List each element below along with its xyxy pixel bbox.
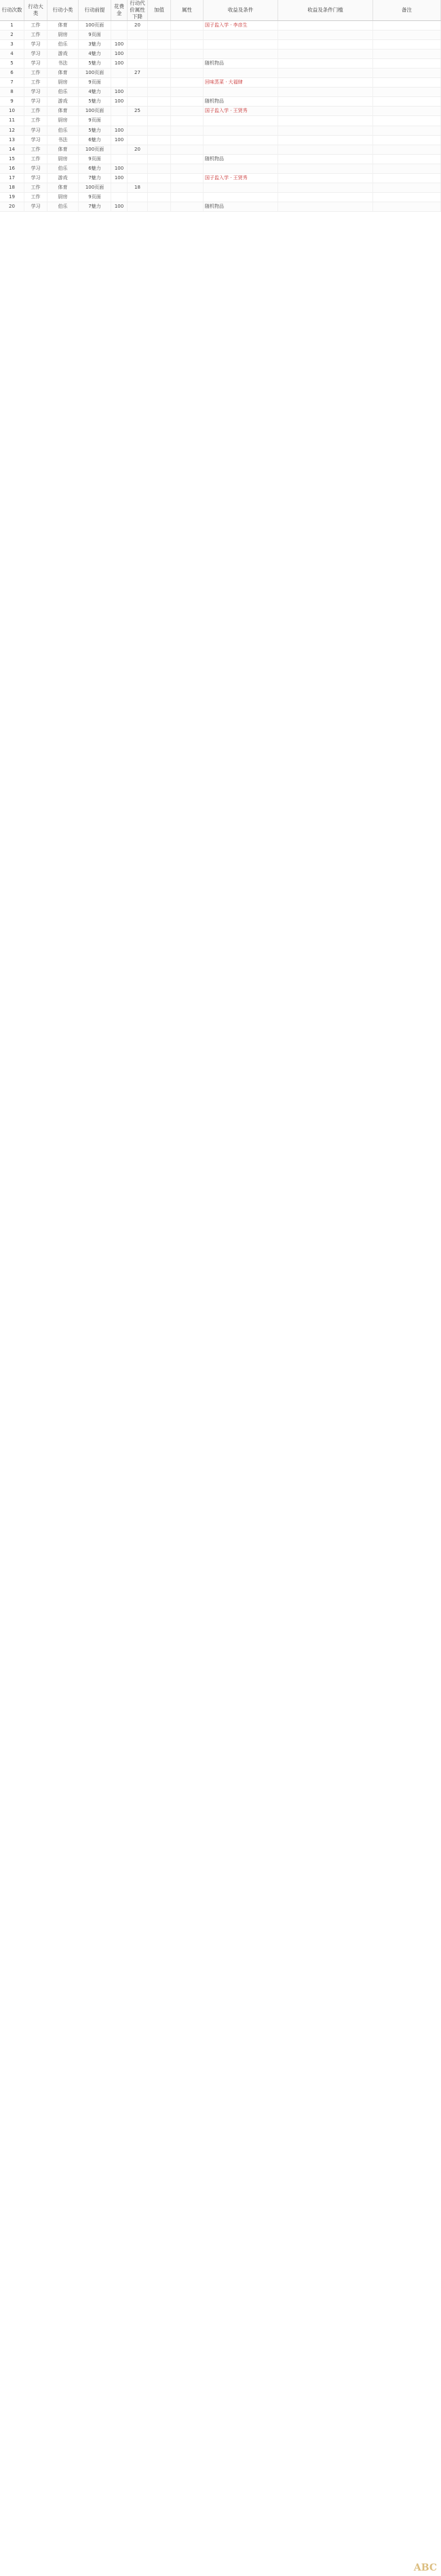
table-cell [111,78,128,87]
table-cell [278,21,373,30]
table-cell: 学习 [24,59,47,68]
table-cell [148,50,171,58]
table-cell: 3魅力 [79,40,111,49]
table-cell: 9页面 [79,31,111,39]
table-cell: 6魅力 [79,136,111,145]
table-cell: 国子监入学 · 李彦生 [204,21,278,30]
table-cell: 4魅力 [79,50,111,58]
table-row [0,126,441,136]
table-cell [111,155,128,164]
table-cell [278,183,373,192]
table-cell: 伯乐 [47,126,79,135]
table-cell [373,164,441,173]
table-cell: 17 [0,174,24,183]
table-cell [278,88,373,96]
table-cell: 100页面 [79,69,111,77]
table-cell: 9页面 [79,78,111,87]
table-cell [278,174,373,183]
table-cell: 100页面 [79,183,111,192]
table-cell: 5魅力 [79,59,111,68]
table-cell [171,183,204,192]
table-cell: 厨房 [47,31,79,39]
table-cell: 体育 [47,145,79,154]
table-cell [171,116,204,125]
table-cell: 9 [0,97,24,106]
table-cell [128,193,148,202]
table-cell [204,69,278,77]
table-cell [148,145,171,154]
table-cell: 100 [111,136,128,145]
table-cell [128,78,148,87]
table-cell [373,174,441,183]
table-cell: 11 [0,116,24,125]
table-cell [148,69,171,77]
table-cell [171,78,204,87]
table-cell [278,202,373,211]
table-cell: 2 [0,31,24,39]
table-cell [373,21,441,30]
table-cell: 学习 [24,40,47,49]
table-cell: 25 [128,107,148,115]
table-cell: 5 [0,59,24,68]
table-cell [204,31,278,39]
table-cell [148,40,171,49]
table-cell [204,193,278,202]
table-cell: 学习 [24,97,47,106]
table-row [0,155,441,164]
table-cell [111,193,128,202]
header-cell: 加值 [148,0,171,20]
table-cell [171,21,204,30]
table-row [0,193,441,202]
table-cell: 工作 [24,155,47,164]
table-cell: 体育 [47,107,79,115]
table-cell: 书法 [47,59,79,68]
table-cell [278,78,373,87]
table-row [0,202,441,212]
table-cell: 4 [0,50,24,58]
table-cell: 工作 [24,78,47,87]
header-cell: 行动小类 [47,0,79,20]
table-cell: 回味蒸菜 · 大福肆 [204,78,278,87]
table-body [0,21,441,212]
table-cell: 4魅力 [79,88,111,96]
table-cell: 国子监入学 · 王贤秀 [204,107,278,115]
table-row [0,97,441,107]
table-cell: 工作 [24,31,47,39]
table-cell: 厨房 [47,116,79,125]
table-cell [278,50,373,58]
table-row [0,21,441,31]
table-cell [373,50,441,58]
table-row [0,107,441,116]
table-cell: 7魅力 [79,174,111,183]
table-cell: 100 [111,164,128,173]
table-cell [111,145,128,154]
table-cell: 随机物品 [204,202,278,211]
table-cell [128,116,148,125]
table-cell [171,88,204,96]
table-cell [373,145,441,154]
table-row [0,183,441,193]
table-cell [171,50,204,58]
table-cell [204,50,278,58]
table-cell: 9页面 [79,155,111,164]
header-cell: 属性 [171,0,204,20]
table-cell [128,40,148,49]
table-cell [148,183,171,192]
table-cell: 12 [0,126,24,135]
table-cell: 9页面 [79,116,111,125]
table-cell: 学习 [24,126,47,135]
table-cell: 5魅力 [79,126,111,135]
table-row [0,88,441,97]
table-cell [111,69,128,77]
table-cell: 游戏 [47,50,79,58]
table-cell [373,107,441,115]
table-cell [128,202,148,211]
table-cell: 100 [111,50,128,58]
table-cell [111,116,128,125]
table-cell: 18 [128,183,148,192]
table-cell: 100 [111,40,128,49]
table-cell: 伯乐 [47,88,79,96]
table-cell: 1 [0,21,24,30]
table-cell [171,136,204,145]
table-cell [278,97,373,106]
header-cell: 花费金 [111,0,128,20]
table-cell: 8 [0,88,24,96]
table-cell [278,107,373,115]
table-cell: 学习 [24,174,47,183]
table-cell: 20 [128,145,148,154]
table-cell [171,193,204,202]
table-cell [111,31,128,39]
table-cell [278,126,373,135]
table-cell [204,88,278,96]
table-cell [148,174,171,183]
header-cell: 行动大类 [24,0,47,20]
table-cell [204,40,278,49]
table-cell: 14 [0,145,24,154]
table-cell: 20 [0,202,24,211]
table-cell [148,202,171,211]
table-cell [148,116,171,125]
table-row [0,174,441,183]
table-cell [148,193,171,202]
table-cell [128,126,148,135]
table-cell [204,164,278,173]
table-row [0,40,441,50]
table-cell [128,174,148,183]
table-cell [373,97,441,106]
table-cell: 10 [0,107,24,115]
table-cell [171,155,204,164]
table-cell [128,31,148,39]
table-cell: 工作 [24,183,47,192]
table-row [0,31,441,40]
table-row [0,116,441,126]
table-cell [128,88,148,96]
table-row [0,50,441,59]
table-cell [148,78,171,87]
table-cell [111,107,128,115]
table-cell [373,126,441,135]
table-cell: 体育 [47,21,79,30]
table-cell: 游戏 [47,174,79,183]
table-cell [148,21,171,30]
table-cell: 伯乐 [47,202,79,211]
table-row [0,145,441,155]
table-cell [278,40,373,49]
table-cell: 100 [111,88,128,96]
table-cell [278,31,373,39]
table-cell [204,183,278,192]
table-cell: 工作 [24,116,47,125]
table-cell: 20 [128,21,148,30]
header-cell: 行动代价属性下降 [128,0,148,20]
table-cell [171,164,204,173]
table-cell: 随机物品 [204,97,278,106]
table-cell: 15 [0,155,24,164]
table-cell: 27 [128,69,148,77]
table-cell: 体育 [47,183,79,192]
table-cell [373,155,441,164]
table-cell [148,59,171,68]
table-cell [204,126,278,135]
table-cell: 工作 [24,21,47,30]
table-cell: 100 [111,97,128,106]
table-cell: 伯乐 [47,164,79,173]
table-cell [373,69,441,77]
table-cell: 13 [0,136,24,145]
table-cell: 学习 [24,202,47,211]
table-cell: 随机物品 [204,155,278,164]
watermark: ABC [413,2562,437,2573]
table-cell: 随机物品 [204,59,278,68]
table-cell [128,59,148,68]
table-cell [373,183,441,192]
table-cell [278,164,373,173]
table-cell [278,59,373,68]
table-cell: 书法 [47,136,79,145]
table-cell [128,155,148,164]
table-cell: 19 [0,193,24,202]
table-cell: 学习 [24,88,47,96]
table-cell: 工作 [24,145,47,154]
table-cell: 100 [111,126,128,135]
table-cell [171,31,204,39]
table-cell [278,116,373,125]
table-cell: 工作 [24,107,47,115]
table-cell [204,145,278,154]
table-row [0,78,441,88]
table-row [0,59,441,69]
table-cell: 3 [0,40,24,49]
table-cell: 工作 [24,193,47,202]
table-cell [128,136,148,145]
table-cell: 学习 [24,136,47,145]
table-cell [373,59,441,68]
table-cell: 学习 [24,50,47,58]
table-cell: 100页面 [79,107,111,115]
table-cell: 体育 [47,69,79,77]
table-cell: 伯乐 [47,40,79,49]
table-cell [171,145,204,154]
table-cell [128,50,148,58]
table-cell [128,164,148,173]
table-cell [171,202,204,211]
table-cell [171,59,204,68]
table-cell [373,193,441,202]
table-cell [278,136,373,145]
table-cell: 学习 [24,164,47,173]
table-cell [373,136,441,145]
table-cell: 6 [0,69,24,77]
table-header [0,0,441,21]
table-cell: 100 [111,174,128,183]
table-cell: 游戏 [47,97,79,106]
table-row [0,164,441,174]
table-cell [111,183,128,192]
table-cell [278,193,373,202]
table-cell [204,136,278,145]
table-cell [148,97,171,106]
header-cell: 行动前提 [79,0,111,20]
table-cell: 100页面 [79,145,111,154]
table-cell [148,31,171,39]
table-cell [148,136,171,145]
table-cell: 厨房 [47,193,79,202]
table-cell [278,155,373,164]
header-cell: 收益及条件门槛 [278,0,373,20]
table-cell: 厨房 [47,155,79,164]
table-cell [148,88,171,96]
table-cell [373,88,441,96]
table-cell [171,97,204,106]
table-cell: 7 [0,78,24,87]
table-cell [373,40,441,49]
table-cell [171,40,204,49]
table-row [0,136,441,145]
table-cell [373,31,441,39]
table-cell: 100 [111,202,128,211]
table-cell: 7魅力 [79,202,111,211]
table-cell: 国子监入学 · 王贤秀 [204,174,278,183]
table-cell: 厨房 [47,78,79,87]
table-cell [373,116,441,125]
table-cell [373,202,441,211]
table-cell: 18 [0,183,24,192]
table-cell [171,107,204,115]
table-cell [278,145,373,154]
table-cell [148,107,171,115]
table-cell: 工作 [24,69,47,77]
table-cell [373,78,441,87]
table-cell [111,21,128,30]
table-cell [171,126,204,135]
table-row [0,69,441,78]
table-cell: 16 [0,164,24,173]
table-cell: 5魅力 [79,97,111,106]
header-cell: 收益及条件 [204,0,278,20]
table-cell: 100 [111,59,128,68]
table-cell [128,97,148,106]
table-cell [171,174,204,183]
table-cell [204,116,278,125]
table-cell [278,69,373,77]
table-cell [148,155,171,164]
header-cell: 备注 [373,0,441,20]
table-cell: 6魅力 [79,164,111,173]
table-cell: 100页面 [79,21,111,30]
table-cell: 9页面 [79,193,111,202]
header-cell: 行动次数 [0,0,24,20]
spreadsheet [0,0,441,212]
table-cell [171,69,204,77]
table-cell [148,164,171,173]
table-cell [148,126,171,135]
